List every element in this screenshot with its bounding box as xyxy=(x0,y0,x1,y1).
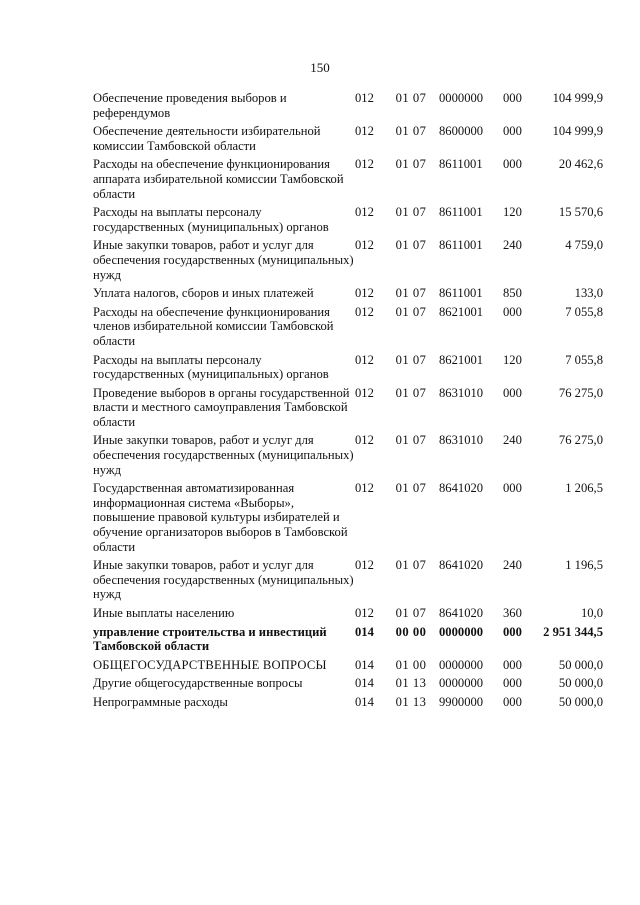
amount: 2 951 344,5 xyxy=(543,624,603,639)
expense-type-code: 240 xyxy=(503,558,522,573)
expense-type-code: 000 xyxy=(503,124,522,139)
admin-code: 012 xyxy=(355,286,374,301)
expense-type-code: 000 xyxy=(503,157,522,172)
item-name: Расходы на обеспечение функционирования членов избирательной комиссии Тамбовской области xyxy=(93,304,334,348)
amount: 133,0 xyxy=(574,286,603,301)
admin-code: 014 xyxy=(355,657,374,672)
table-row xyxy=(93,433,603,481)
target-code: 0000000 xyxy=(439,91,484,105)
item-name: Обеспечение деятельности избирательной комиссии Тамбовской области xyxy=(93,124,321,153)
budget-table xyxy=(93,91,603,714)
expense-type-code: 360 xyxy=(503,606,522,620)
expense-type-code: 000 xyxy=(503,657,522,672)
table-row xyxy=(93,157,603,205)
section-code: 01 07 xyxy=(395,352,427,367)
amount: 50 000,0 xyxy=(558,694,603,709)
admin-code: 012 xyxy=(355,558,374,573)
amount: 20 462,6 xyxy=(558,157,603,172)
section-code: 01 13 xyxy=(395,676,427,691)
item-name: Государственная автоматизированная информационная система «Выборы», повышение правовой культуры избирателей и обучение организаторов выборов в Тамбовской области xyxy=(93,481,348,554)
target-code: 8641020 xyxy=(439,606,484,620)
section-code: 01 07 xyxy=(395,385,427,400)
expense-type-code: 000 xyxy=(503,694,522,709)
table-row xyxy=(93,695,603,714)
section-code: 01 07 xyxy=(395,286,427,301)
table-row xyxy=(93,124,603,157)
target-code: 8631010 xyxy=(439,385,484,400)
admin-code: 012 xyxy=(355,205,374,220)
item-name: Иные закупки товаров, работ и услуг для обеспечения государственных (муниципальных) нужд xyxy=(93,238,354,282)
table-row xyxy=(93,91,603,124)
section-code: 00 00 xyxy=(395,624,427,639)
amount: 104 999,9 xyxy=(552,124,603,139)
table-row xyxy=(93,205,603,238)
table-row xyxy=(93,558,603,606)
section-code: 01 07 xyxy=(395,433,427,448)
item-name: Другие общегосударственные вопросы xyxy=(93,676,303,691)
item-name: Расходы на выплаты персоналу государственных (муниципальных) органов xyxy=(93,205,329,234)
amount: 50 000,0 xyxy=(558,657,603,672)
section-code: 01 07 xyxy=(395,205,427,220)
table-row xyxy=(93,305,603,353)
expense-type-code: 000 xyxy=(503,304,522,319)
table-row xyxy=(93,286,603,305)
expense-type-code: 000 xyxy=(503,481,522,496)
item-name: Обеспечение проведения выборов и референдумов xyxy=(93,91,287,120)
section-code: 01 07 xyxy=(395,124,427,139)
expense-type-code: 240 xyxy=(503,238,522,253)
page-number: 150 xyxy=(310,60,330,75)
expense-type-code: 120 xyxy=(503,205,522,220)
amount: 7 055,8 xyxy=(565,352,603,367)
amount: 1 206,5 xyxy=(565,481,603,496)
target-code: 0000000 xyxy=(439,624,484,639)
amount: 7 055,8 xyxy=(565,304,603,319)
target-code: 8611001 xyxy=(439,286,483,301)
item-name: Иные закупки товаров, работ и услуг для обеспечения государственных (муниципальных) нужд xyxy=(93,558,354,602)
item-name: Непрограммные расходы xyxy=(93,694,228,709)
item-name: Расходы на выплаты персоналу государственных (муниципальных) органов xyxy=(93,352,329,382)
section-code: 01 07 xyxy=(395,606,427,620)
target-code: 8611001 xyxy=(439,157,483,172)
amount: 15 570,6 xyxy=(558,205,603,220)
amount: 76 275,0 xyxy=(558,385,603,400)
budget-table-body xyxy=(93,91,603,714)
target-code: 8631010 xyxy=(439,433,484,448)
item-name: ОБЩЕГОСУДАРСТВЕННЫЕ ВОПРОСЫ xyxy=(93,657,327,672)
amount: 50 000,0 xyxy=(558,676,603,691)
admin-code: 014 xyxy=(355,624,374,639)
admin-code: 012 xyxy=(355,124,374,139)
table-row xyxy=(93,238,603,286)
section-code: 01 07 xyxy=(395,157,427,172)
admin-code: 012 xyxy=(355,157,374,172)
admin-code: 014 xyxy=(355,694,374,709)
target-code: 8600000 xyxy=(439,124,484,139)
target-code: 8621001 xyxy=(439,352,484,367)
item-name: Иные закупки товаров, работ и услуг для обеспечения государственных (муниципальных) нужд xyxy=(93,433,354,477)
table-row xyxy=(93,676,603,695)
admin-code: 012 xyxy=(355,433,374,448)
section-code: 01 13 xyxy=(395,694,427,709)
target-code: 8611001 xyxy=(439,238,483,253)
expense-type-code: 240 xyxy=(503,433,522,448)
target-code: 0000000 xyxy=(439,676,484,691)
section-code: 01 07 xyxy=(395,91,427,105)
amount: 104 999,9 xyxy=(552,91,603,105)
item-name: Проведение выборов в органы государственной власти и местного самоуправления Тамбовской области xyxy=(93,385,350,429)
section-code: 01 07 xyxy=(395,481,427,496)
item-name: Иные выплаты населению xyxy=(93,606,235,620)
target-code: 9900000 xyxy=(439,694,484,709)
amount: 1 196,5 xyxy=(565,558,603,573)
item-name: Уплата налогов, сборов и иных платежей xyxy=(93,286,314,301)
expense-type-code: 850 xyxy=(503,286,522,301)
expense-type-code: 000 xyxy=(503,624,522,639)
admin-code: 012 xyxy=(355,304,374,319)
table-row-section xyxy=(93,658,603,677)
section-code: 01 00 xyxy=(395,657,427,672)
section-code: 01 07 xyxy=(395,238,427,253)
target-code: 8641020 xyxy=(439,558,484,573)
expense-type-code: 120 xyxy=(503,352,522,367)
table-row-department xyxy=(93,625,603,658)
target-code: 0000000 xyxy=(439,657,484,672)
table-row xyxy=(93,606,603,625)
amount: 76 275,0 xyxy=(558,433,603,448)
admin-code: 012 xyxy=(355,606,374,620)
amount: 4 759,0 xyxy=(565,238,603,253)
admin-code: 012 xyxy=(355,352,374,367)
admin-code: 012 xyxy=(355,91,374,105)
amount: 10,0 xyxy=(580,606,603,620)
expense-type-code: 000 xyxy=(503,385,522,400)
target-code: 8641020 xyxy=(439,481,484,496)
table-row xyxy=(93,353,603,386)
admin-code: 012 xyxy=(355,238,374,253)
admin-code: 014 xyxy=(355,676,374,691)
item-name: управление строительства и инвестиций Тамбовской области xyxy=(93,624,327,654)
table-row xyxy=(93,386,603,434)
target-code: 8621001 xyxy=(439,304,484,319)
target-code: 8611001 xyxy=(439,205,483,220)
item-name: Расходы на обеспечение функционирования аппарата избирательной комиссии Тамбовской области xyxy=(93,157,344,201)
expense-type-code: 000 xyxy=(503,91,522,105)
section-code: 01 07 xyxy=(395,304,427,319)
section-code: 01 07 xyxy=(395,558,427,573)
expense-type-code: 000 xyxy=(503,676,522,691)
table-row xyxy=(93,481,603,558)
admin-code: 012 xyxy=(355,481,374,496)
admin-code: 012 xyxy=(355,385,374,400)
